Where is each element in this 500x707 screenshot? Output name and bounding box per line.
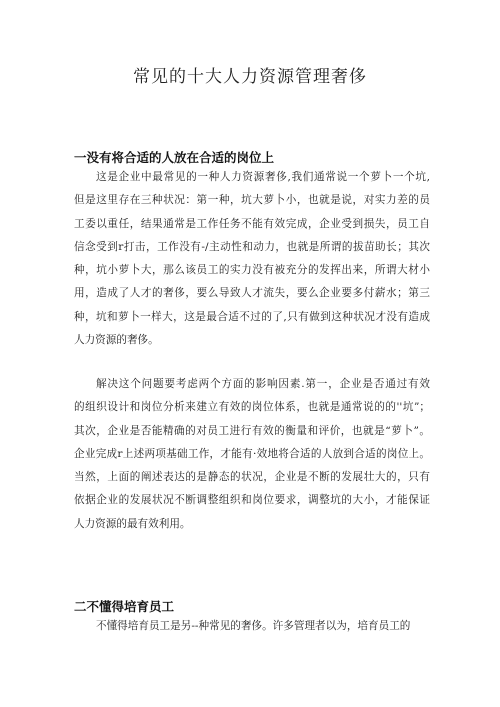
- section-1-paragraph-2: [74, 373, 430, 536]
- text-line: 种，坑小萝卜大，那么该员工的实力没有被充分的发挥出来，所谓大材小: [74, 264, 430, 277]
- text-line: 依据企业的发展状况不断调整组织和岗位要求，调整坑的大小，才能保证: [74, 494, 430, 507]
- section-heading-1: 一没有将合适的人放在合适的岗位上: [74, 150, 275, 165]
- text-line: 当然，上面的阐述表达的是静态的状况，企业是不断的发展壮大的，只有: [74, 471, 430, 484]
- text-line: 但是这里存在三种状况：第一种，坑大萝卜小，也就是说，对实力差的员: [74, 194, 430, 207]
- text-line: 不懂得培育员工是另--种常见的奢侈。许多管理者以为，培育员工的: [96, 620, 411, 632]
- text-line: 种，坑和萝卜一样大，这是最合适不过的了,只有做到这种状况才没有造成: [74, 310, 430, 323]
- text-line: 用，造成了人才的奢侈，要么导致人才流失，要么企业要多付薪水；第三: [74, 287, 430, 300]
- text-line: 其次，企业是否能精确的对员工进行有效的衡量和评价，也就是“萝卜”。: [74, 424, 430, 437]
- text-line: 企业完成r上述两项基础工作，才能有·效地将合适的人放到合适的岗位上。: [74, 447, 430, 460]
- section-heading-2: 二不懂得培育员工: [74, 599, 175, 614]
- text-line: 人力资源的奢侈。: [74, 334, 159, 347]
- text-line: 这是企业中最常见的一种人力资源奢侈,我们通常说一个萝卜一个坑,: [96, 171, 430, 183]
- section-1-paragraph-1: [74, 166, 430, 352]
- text-line: 人力资源的最有效利用。: [74, 517, 191, 530]
- text-line: 工委以重任，结果通常是工作任务不能有效完成，企业受到损失，员工自: [74, 217, 430, 230]
- text-line: 信念受到r打击，工作没有-/主动性和动力，也就是所谓的拔苗助长；其次: [74, 240, 430, 253]
- section-2-paragraph-1: [74, 615, 430, 638]
- text-line: 的组织设计和岗位分析来建立有效的岗位体系，也就是通常说的的''坑”；: [74, 401, 430, 414]
- text-line: 解决这个问题要考虑两个方面的影响因素.第一，企业是否通过有效: [96, 378, 430, 390]
- document-title: 常见的十大人力资源管理奢侈: [133, 67, 367, 87]
